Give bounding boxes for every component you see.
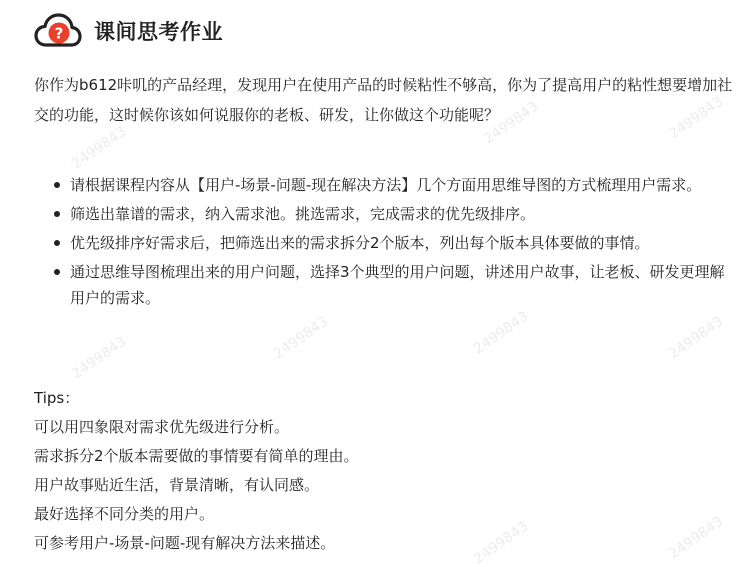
header <box>34 10 223 52</box>
tip-item: 可参考用户-场景-问题-现有解决方法来描述。 <box>34 534 336 552</box>
intro-paragraph: 你作为b612咔叽的产品经理，发现用户在使用产品的时候粘性不够高，你为了提高用户的粘性想要增加社交的功能，这时候你该如何说服你的老板、研发，让你做这个功能呢？ <box>34 76 733 124</box>
bullet-icon <box>54 182 60 188</box>
tips-heading: Tips： <box>34 389 80 407</box>
page-title: 课间思考作业 <box>94 20 223 44</box>
watermark: 2499843 <box>481 98 542 148</box>
bullet-icon <box>54 269 60 275</box>
task-text: 筛选出靠谱的需求，纳入需求池。挑选需求，完成需求的优先级排序。 <box>70 205 536 223</box>
bullet-icon <box>54 240 60 246</box>
watermark: 2499843 <box>471 308 532 358</box>
svg-text:?: ? <box>54 24 64 43</box>
bullet-icon <box>54 211 60 217</box>
task-text: 优先级排序好需求后，把筛选出来的需求拆分2个版本，列出每个版本具体要做的事情。 <box>70 234 650 252</box>
list-item <box>34 259 734 311</box>
watermark: 2499843 <box>666 313 727 363</box>
cloud-question-icon <box>34 11 82 51</box>
tip-item: 需求拆分2个版本需要做的事情要有简单的理由。 <box>34 447 359 465</box>
watermark: 2499843 <box>271 313 332 363</box>
task-list <box>34 172 734 314</box>
watermark: 2499843 <box>666 93 727 143</box>
list-item <box>34 172 734 198</box>
tips-section <box>34 384 734 558</box>
list-item <box>34 230 734 256</box>
task-text: 请根据课程内容从【用户-场景-问题-现在解决方法】几个方面用思维导图的方式梳理用户需求。 <box>70 176 702 194</box>
task-text: 通过思维导图梳理出来的用户问题，选择3个典型的用户问题，讲述用户故事，让老板、研发更理解用户的需求。 <box>70 263 725 307</box>
watermark: 2499843 <box>69 123 130 173</box>
watermark: 2499843 <box>471 518 532 567</box>
watermark: 2499843 <box>69 333 130 383</box>
tip-item: 最好选择不同分类的用户。 <box>34 505 215 523</box>
watermark: 2499843 <box>666 513 727 563</box>
list-item <box>34 201 734 227</box>
tip-item: 用户故事贴近生活，背景清晰，有认同感。 <box>34 476 320 494</box>
tip-item: 可以用四象限对需求优先级进行分析。 <box>34 418 290 436</box>
